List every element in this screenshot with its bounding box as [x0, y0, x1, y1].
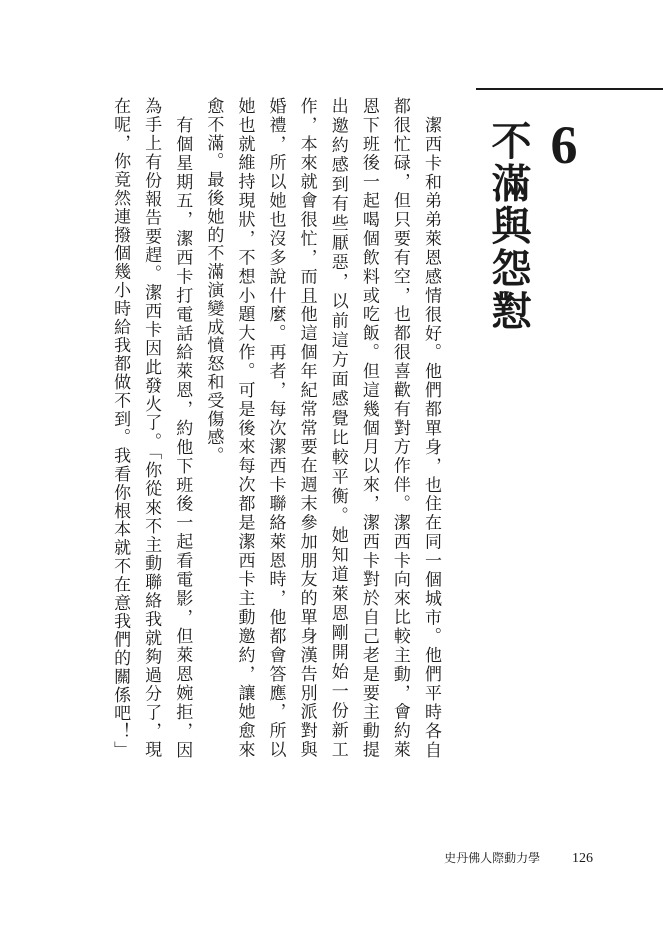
paragraph: 有個星期五，潔西卡打電話給萊恩，約他下班後一起看電影，但萊恩婉拒，因為手上有份報告要趕。潔西卡因此發火了。「你從來不主動聯絡我就夠過分了，現在呢，你竟然連撥個幾小時給我都做不到。我看你根本就不在意我們的關係吧！」 [110, 97, 193, 760]
page-footer [444, 852, 593, 866]
running-title: 史丹佛人際動力學 [444, 851, 541, 865]
body-text [104, 97, 446, 759]
chapter-title: 不滿與怨懟 [485, 120, 532, 332]
page-number: 126 [572, 851, 593, 866]
paragraph: 潔西卡和弟弟萊恩感情很好。他們都單身，也住在同一個城市。他們平時各自都很忙碌，但只要有空，也都很喜歡有對方作伴。潔西卡向來比較主動，會約萊恩下班後一起喝個飲料或吃飯。但這幾個月以來，潔西卡對於自己老是要主動提出邀約感到有些厭惡，以前這方面感覺比較平衡。她知道萊恩剛開始一份新工作，本來就會很忙，而且他這個年紀常常要在週末參加朋友的單身漢告別派對與婚禮，所以她也沒多說什麼。再者，每次潔西卡聯絡萊恩時，他都會答應，所以她也就維持現狀，不想小題大作。可是後來每次都是潔西卡主動邀約，讓她愈來愈不滿。最後她的不滿演變成憤怒和受傷感。 [203, 97, 441, 759]
chapter-top-rule [476, 88, 663, 90]
chapter-number: 6 [550, 115, 578, 175]
